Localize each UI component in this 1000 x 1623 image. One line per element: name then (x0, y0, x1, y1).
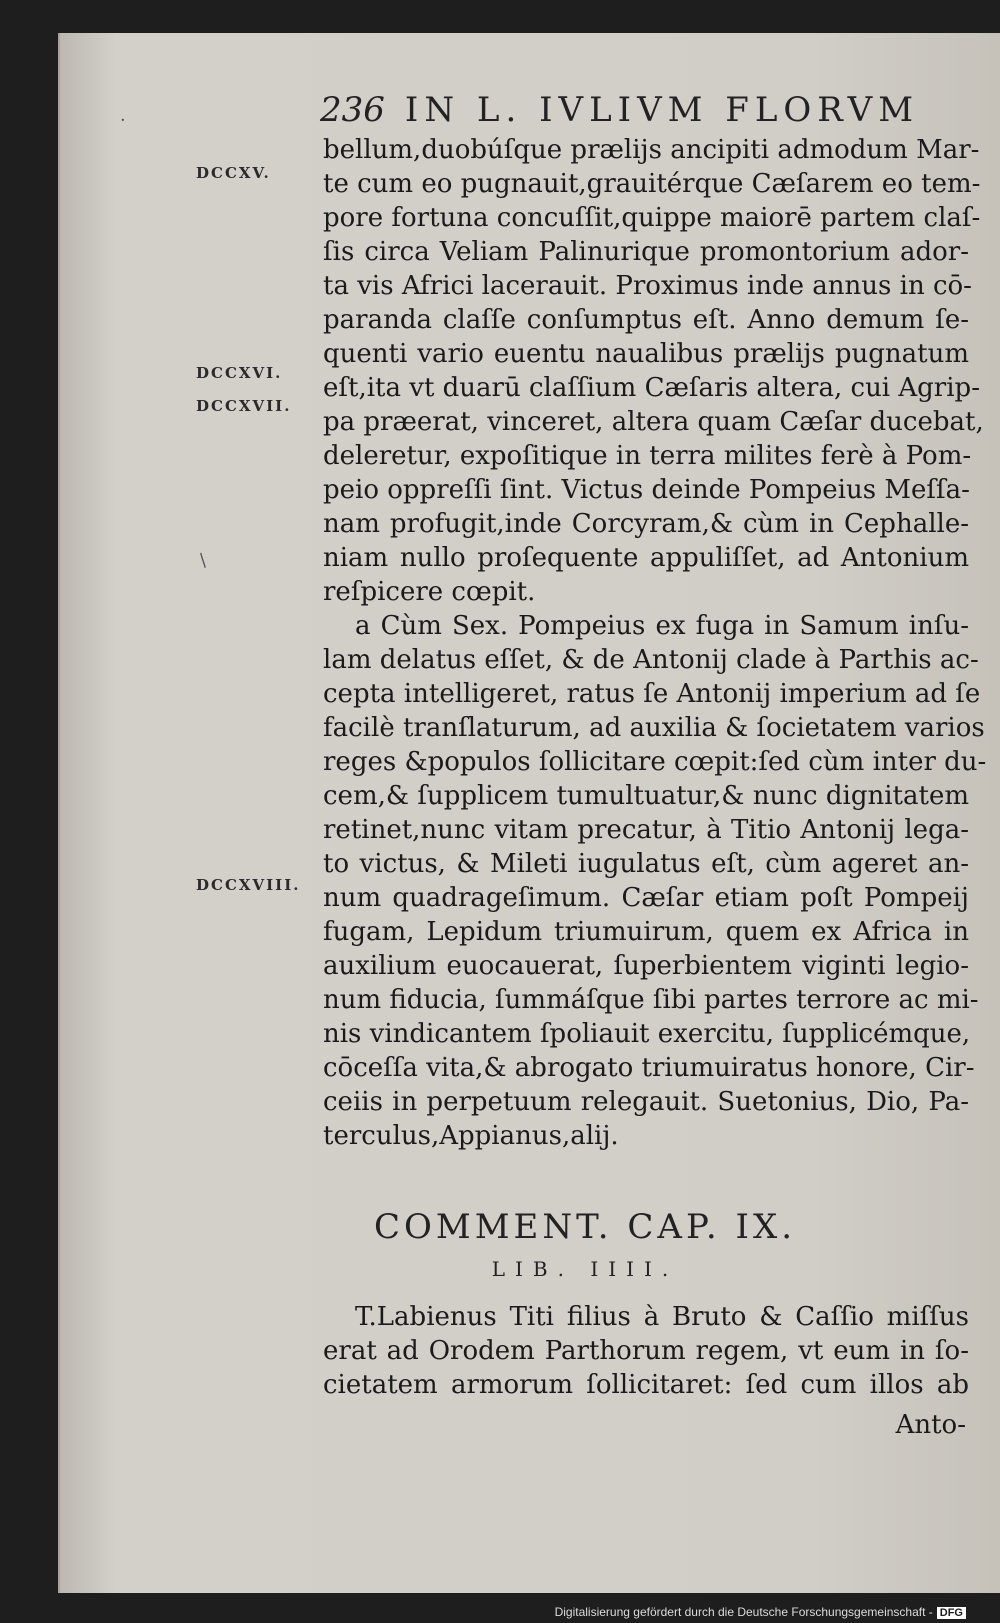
margin-note-dccxvii: DCCXVII. (196, 397, 292, 415)
body-line: ſis circa Veliam Palinurique promontorium ador- (323, 237, 969, 267)
page-number: 236 (320, 90, 385, 130)
footer-text: Digitalisierung gefördert durch die Deutsche Forschungsgemeinschaft - (554, 1605, 933, 1619)
chapter-heading: COMMENT. CAP. IX. (374, 1207, 796, 1247)
book-heading: LIB. IIII. (491, 1257, 679, 1281)
body-line: cem,& ſupplicem tumultuatur,& nunc dignitatem (323, 781, 969, 811)
body-line: ta vis Africi lacerauit. Proximus inde annus in cō- (323, 271, 972, 301)
margin-note-dccxviii: DCCXVIII. (196, 876, 301, 894)
dfg-logo: DFG (937, 1607, 966, 1619)
body-line: terculus,Appianus,alij. (323, 1121, 619, 1151)
chapter-line: cietatem armorum ſollicitaret: ſed cum illos ab (323, 1370, 969, 1400)
stray-mark: / (194, 550, 212, 571)
body-line: num quadrageſimum. Cæſar etiam poſt Pompeij (323, 883, 969, 913)
body-line: nis vindicantem ſpoliauit exercitu, ſupplicémque, (323, 1019, 971, 1049)
catchword: Anto- (895, 1410, 966, 1440)
body-line: auxilium euocauerat, ſuperbientem viginti legio- (323, 951, 969, 981)
body-line: lam delatus eſſet, & de Antonij clade à Parthis ac- (323, 645, 979, 675)
body-line: peio oppreſſi ſint. Victus deinde Pompeius Meſſa- (323, 475, 970, 505)
body-line: retinet,nunc vitam precatur, à Titio Antonij lega- (323, 815, 969, 845)
running-header (320, 90, 919, 130)
body-line: paranda claſſe conſumptus eſt. Anno demum ſe- (323, 305, 969, 335)
body-line: niam nullo proſequente appuliſſet, ad Antonium (323, 543, 969, 573)
body-line: ceiis in perpetuum relegauit. Suetonius, Dio, Pa- (323, 1087, 969, 1117)
body-line: reges &populos ſollicitare cœpit:ſed cùm inter du- (323, 747, 987, 777)
body-line: bellum,duobúſque prælijs ancipiti admodum Mar- (323, 135, 980, 165)
body-line: quenti vario euentu naualibus prælijs pugnatum (323, 339, 969, 369)
body-line: pa præerat, vinceret, altera quam Cæſar ducebat, (323, 407, 984, 437)
running-title: IN L. IVLIVM FLORVM (404, 90, 920, 130)
body-line: fugam, Lepidum triumuirum, quem ex Africa in (323, 917, 969, 947)
body-line: pore fortuna concuſſit,quippe maiorē partem claſ- (323, 203, 981, 233)
margin-note-dccxv: DCCXV. (196, 164, 271, 182)
body-line: cepta intelligeret, ratus ſe Antonij imperium ad ſe (323, 679, 981, 709)
body-line: deleretur, expoſitique in terra milites ferè à Pom- (323, 441, 972, 471)
body-line: facilè tranſlaturum, ad auxilia & ſocietatem varios (323, 713, 985, 743)
body-line: a Cùm Sex. Pompeius ex fuga in Samum inſu- (355, 611, 969, 641)
margin-note-dccxvi: DCCXVI. (196, 364, 283, 382)
body-line: te cum eo pugnauit,grauitérque Cæſarem eo tem- (323, 169, 981, 199)
body-line: cōceſſa vita,& abrogato triumuiratus honore, Cir- (323, 1053, 975, 1083)
digitization-footer (555, 1605, 966, 1619)
stray-mark: · (120, 110, 126, 131)
body-line: eſt,ita vt duarū claſſium Cæſaris altera, cui Agrip- (323, 373, 980, 403)
chapter-line: erat ad Orodem Parthorum regem, vt eum in ſo- (323, 1336, 969, 1366)
body-line: reſpicere cœpit. (323, 577, 536, 607)
body-line: nam profugit,inde Corcyram,& cùm in Cephalle- (323, 509, 969, 539)
body-line: to victus, & Mileti iugulatus eſt, cùm ageret an- (323, 849, 969, 879)
chapter-line: T.Labienus Titi filius à Bruto & Caſſio miſſus (355, 1302, 969, 1332)
body-line: num fiducia, ſummáſque ſibi partes terrore ac mi- (323, 985, 979, 1015)
